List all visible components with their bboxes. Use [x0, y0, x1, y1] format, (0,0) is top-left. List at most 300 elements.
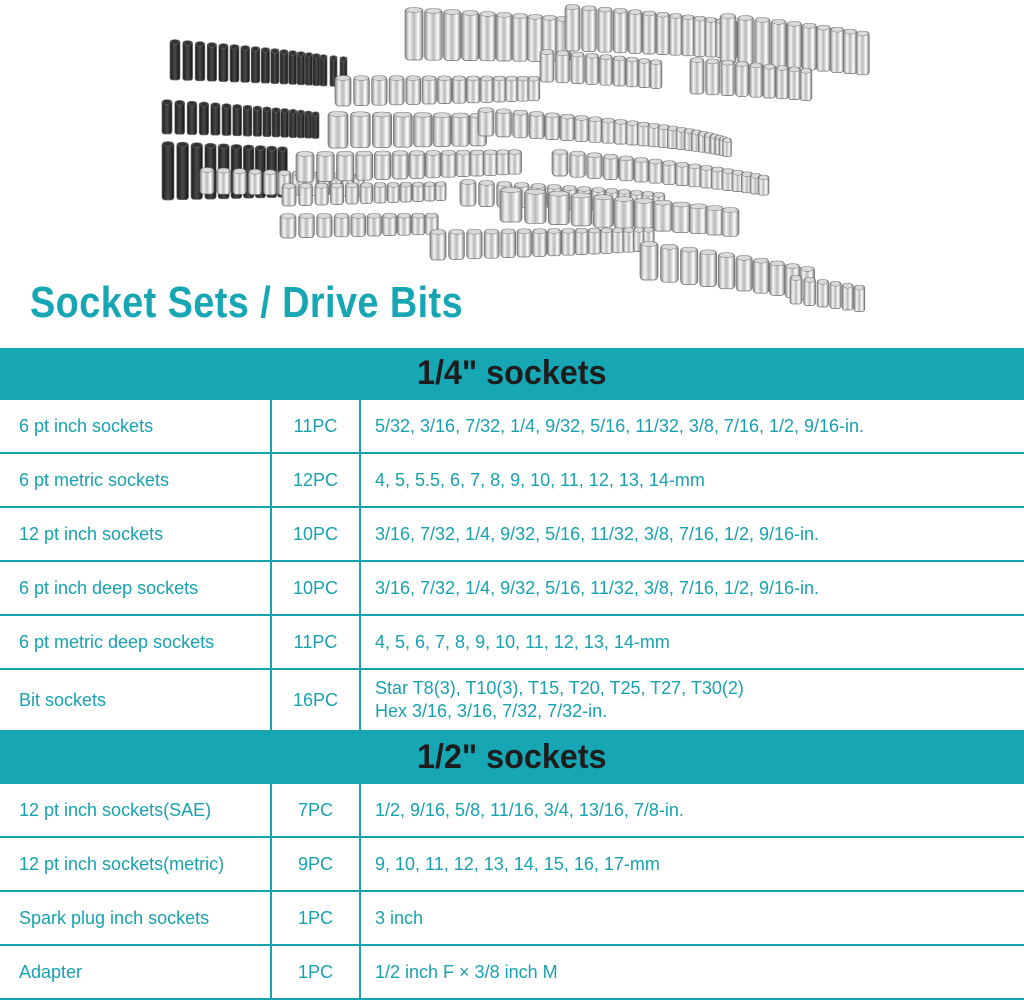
socket-shape	[706, 59, 720, 94]
socket-top	[375, 151, 390, 156]
socket-shape	[661, 245, 679, 282]
socket-top	[670, 14, 681, 19]
row-name: 6 pt inch deep sockets	[0, 561, 271, 615]
socket-top	[184, 41, 192, 46]
socket-top	[413, 213, 424, 218]
socket-top	[801, 68, 811, 73]
socket-top	[468, 76, 479, 81]
row-qty: 12PC	[271, 453, 360, 507]
section-heading: 1/4" sockets	[417, 353, 607, 392]
socket-top	[234, 169, 245, 174]
socket-shape	[656, 13, 669, 55]
socket-top	[651, 60, 661, 65]
table-row	[0, 615, 1024, 669]
socket-top	[468, 229, 481, 234]
socket-top	[707, 206, 723, 211]
table-row	[0, 945, 1024, 999]
socket-top	[461, 180, 475, 185]
socket-shape	[856, 32, 869, 75]
socket-shape	[750, 63, 763, 97]
section-heading: 1/2" sockets	[417, 737, 607, 776]
socket-top	[723, 169, 733, 174]
socket-top	[530, 111, 543, 116]
socket-top	[722, 60, 733, 65]
socket-top	[426, 8, 442, 13]
table-row	[0, 891, 1024, 945]
socket-top	[682, 247, 697, 252]
row-name: 6 pt metric deep sockets	[0, 615, 271, 669]
socket-top	[242, 46, 249, 51]
socket-top	[529, 76, 539, 81]
socket-top	[817, 25, 829, 30]
socket-top	[756, 17, 769, 22]
socket-top	[407, 76, 420, 81]
socket-top	[273, 108, 279, 113]
row-name: Bit sockets	[0, 669, 271, 731]
socket-top	[635, 198, 652, 203]
socket-shape	[548, 192, 569, 225]
socket-shape	[251, 47, 260, 83]
socket-shape	[682, 15, 695, 55]
socket-top	[764, 64, 775, 69]
socket-shape	[219, 44, 228, 82]
socket-top	[383, 213, 395, 218]
socket-top	[701, 165, 712, 170]
socket-top	[373, 76, 386, 81]
socket-top	[306, 53, 311, 58]
row-qty: 16PC	[271, 669, 360, 731]
socket-top	[298, 110, 303, 115]
socket-shape	[540, 50, 554, 82]
socket-shape	[694, 17, 706, 57]
socket-top	[220, 44, 227, 49]
socket-top	[557, 51, 569, 56]
socket-top	[463, 10, 478, 15]
socket-top	[649, 123, 659, 128]
socket-top	[231, 45, 238, 50]
socket-top	[515, 182, 528, 187]
socket-top	[394, 112, 411, 117]
socket-shape	[690, 58, 704, 94]
socket-top	[770, 261, 783, 266]
socket-top	[614, 56, 625, 61]
row-qty: 1PC	[271, 891, 360, 945]
socket-shape	[830, 28, 844, 73]
socket-shape	[788, 67, 800, 99]
row-sizes: 1/2 inch F × 3/8 inch M	[360, 945, 1024, 999]
socket-top	[541, 50, 553, 55]
socket-top	[306, 111, 311, 116]
socket-top	[480, 180, 494, 185]
socket-top	[318, 213, 331, 218]
socket-top	[719, 253, 734, 258]
socket-shape	[328, 112, 348, 148]
socket-shape	[769, 261, 784, 295]
socket-top	[171, 40, 179, 45]
socket-top	[244, 105, 251, 110]
socket-top	[212, 103, 219, 108]
socket-top	[484, 150, 496, 155]
socket-top	[497, 150, 509, 155]
socket-top	[300, 183, 312, 188]
socket-shape	[280, 50, 288, 84]
socket-top	[218, 168, 230, 173]
socket-top	[786, 264, 799, 269]
socket-top	[663, 161, 675, 166]
socket-top	[281, 214, 295, 219]
socket-top	[331, 56, 336, 61]
socket-top	[176, 100, 184, 105]
socket-top	[721, 14, 735, 19]
socket-top	[649, 159, 661, 164]
socket-top	[563, 185, 575, 190]
socket-top	[576, 228, 587, 233]
socket-top	[690, 204, 706, 209]
socket-top	[548, 184, 560, 189]
socket-top	[329, 112, 347, 117]
socket-top	[316, 183, 327, 188]
socket-shape	[271, 49, 279, 84]
socket-shape	[771, 20, 786, 68]
socket-top	[712, 167, 722, 172]
socket-top	[578, 186, 590, 191]
socket-top	[724, 138, 731, 143]
socket-top	[759, 175, 768, 180]
socket-top	[639, 58, 649, 63]
row-qty: 10PC	[271, 507, 360, 561]
socket-top	[518, 76, 528, 81]
socket-top	[434, 113, 450, 118]
socket-top	[707, 59, 719, 64]
socket-top	[423, 76, 435, 81]
socket-shape	[738, 16, 754, 65]
socket-top	[657, 12, 668, 17]
socket-top	[188, 101, 196, 106]
socket-top	[265, 170, 276, 175]
socket-top	[689, 164, 700, 169]
section-header-half-inch	[0, 731, 1024, 783]
socket-top	[641, 242, 657, 247]
socket-top	[513, 13, 527, 18]
socket-top	[502, 229, 515, 234]
socket-top	[264, 107, 270, 112]
socket-top	[843, 283, 852, 288]
socket-top	[398, 213, 410, 218]
socket-top	[803, 23, 815, 28]
socket-top	[163, 142, 173, 147]
socket-top	[777, 66, 787, 71]
socket-top	[196, 42, 204, 47]
socket-top	[373, 112, 390, 117]
socket-shape	[183, 41, 193, 80]
socket-top	[281, 50, 287, 55]
socket-top	[514, 110, 527, 115]
socket-top	[413, 182, 422, 187]
socket-shape	[297, 52, 305, 85]
socket-shape	[351, 112, 371, 147]
row-name: Spark plug inch sockets	[0, 891, 271, 945]
socket-shape	[753, 259, 769, 294]
socket-shape	[718, 253, 735, 289]
socket-top	[290, 51, 296, 56]
socket-shape	[720, 14, 736, 64]
socket-top	[347, 183, 358, 188]
socket-top	[445, 9, 460, 14]
socket-top	[619, 189, 630, 194]
socket-top	[563, 228, 574, 233]
socket-top	[695, 16, 705, 21]
socket-top	[497, 12, 511, 17]
socket-top	[471, 150, 483, 155]
socket-shape	[802, 24, 816, 70]
socket-shape	[261, 48, 269, 83]
socket-illustration	[162, 5, 869, 312]
socket-shape	[816, 26, 830, 71]
socket-top	[662, 244, 678, 249]
socket-shape	[452, 113, 470, 146]
socket-top	[262, 48, 268, 53]
socket-shape	[598, 8, 612, 53]
socket-shape	[565, 5, 580, 51]
socket-top	[831, 27, 843, 32]
row-qty: 11PC	[271, 399, 360, 453]
row-sizes: 3/16, 7/32, 1/4, 9/32, 5/16, 11/32, 3/8, 7/16, 1/2, 9/16-in.	[360, 507, 1024, 561]
socket-top	[615, 119, 626, 124]
socket-top	[644, 227, 653, 232]
table-row	[0, 561, 1024, 615]
socket-shape	[175, 101, 185, 134]
socket-shape	[211, 103, 220, 135]
row-qty: 9PC	[271, 837, 360, 891]
socket-top	[279, 170, 290, 175]
socket-top	[223, 104, 230, 109]
socket-top	[857, 31, 868, 36]
socket-top	[572, 193, 591, 198]
table-row	[0, 453, 1024, 507]
socket-shape	[162, 100, 172, 134]
socket-top	[583, 6, 596, 11]
socket-top	[388, 182, 398, 187]
socket-shape	[496, 13, 512, 61]
socket-top	[436, 182, 445, 187]
page-title: Socket Sets / Drive Bits	[30, 278, 464, 327]
socket-top	[548, 228, 560, 233]
row-sizes: 4, 5, 5.5, 6, 7, 8, 9, 10, 11, 12, 13, 14-mm	[360, 453, 1024, 507]
socket-shape	[705, 18, 717, 57]
table-row	[0, 507, 1024, 561]
socket-shape	[700, 250, 717, 286]
socket-shape	[512, 14, 528, 61]
socket-top	[533, 229, 545, 234]
socket-top	[723, 207, 738, 212]
socket-top	[543, 15, 556, 20]
socket-top	[401, 182, 411, 187]
socket-top	[426, 150, 439, 155]
row-sizes: 9, 10, 11, 12, 13, 14, 15, 16, 17-mm	[360, 837, 1024, 891]
row-qty: 1PC	[271, 945, 360, 999]
socket-shape	[640, 242, 658, 280]
socket-top	[442, 150, 455, 155]
row-sizes: 5/32, 3/16, 7/32, 1/4, 9/32, 5/16, 11/32, 3/8, 7/16, 1/2, 9/16-in.	[360, 399, 1024, 453]
socket-shape	[755, 18, 770, 67]
socket-top	[453, 113, 469, 118]
socket-shape	[462, 11, 479, 61]
table-row	[0, 783, 1024, 837]
socket-top	[361, 183, 372, 188]
socket-top	[603, 118, 614, 123]
row-qty: 11PC	[271, 615, 360, 669]
socket-shape	[405, 8, 423, 60]
socket-top	[631, 190, 641, 195]
socket-shape	[721, 61, 734, 96]
socket-top	[549, 191, 568, 196]
socket-top	[599, 7, 611, 12]
socket-top	[754, 258, 768, 263]
socket-top	[481, 76, 492, 81]
socket-top	[683, 15, 694, 20]
socket-top	[601, 55, 612, 60]
socket-top	[357, 151, 372, 156]
socket-shape	[593, 195, 613, 227]
socket-shape	[800, 69, 812, 101]
socket-top	[845, 29, 856, 34]
row-name: Adapter	[0, 945, 271, 999]
socket-shape	[735, 62, 748, 96]
socket-top	[654, 200, 671, 205]
socket-top	[701, 250, 716, 255]
socket-top	[506, 76, 516, 81]
socket-top	[509, 150, 520, 155]
socket-top	[546, 113, 559, 118]
socket-top	[691, 58, 703, 63]
table-row	[0, 837, 1024, 891]
socket-top	[751, 63, 762, 68]
socket-top	[604, 154, 617, 159]
socket-top	[624, 228, 634, 233]
socket-top	[706, 17, 716, 22]
socket-top	[831, 281, 840, 286]
socket-top	[606, 188, 617, 193]
socket-shape	[787, 22, 802, 69]
socket-shape	[187, 102, 197, 135]
socket-top	[553, 150, 567, 155]
socket-top	[254, 106, 260, 111]
socket-shape	[525, 190, 547, 223]
socket-top	[290, 109, 296, 114]
socket-top	[644, 11, 656, 16]
socket-shape	[207, 43, 216, 81]
socket-top	[627, 121, 638, 126]
row-sizes: 4, 5, 6, 7, 8, 9, 10, 11, 12, 13, 14-mm	[360, 615, 1024, 669]
socket-shape	[305, 53, 312, 85]
socket-top	[272, 49, 278, 54]
socket-top	[232, 144, 241, 149]
socket-shape	[393, 113, 412, 147]
socket-shape	[170, 40, 180, 80]
socket-top	[494, 76, 505, 81]
socket-top	[855, 285, 864, 290]
socket-top	[772, 19, 785, 24]
row-sizes-line2: Hex 3/16, 3/16, 7/32, 7/32-in.	[375, 701, 608, 721]
socket-top	[336, 76, 350, 81]
socket-top	[789, 67, 799, 72]
socket-top	[566, 5, 579, 10]
socket-top	[318, 151, 334, 156]
socket-top	[352, 112, 370, 117]
row-sizes: 3/16, 7/32, 1/4, 9/32, 5/16, 11/32, 3/8, 7/16, 1/2, 9/16-in.	[360, 561, 1024, 615]
socket-top	[450, 229, 464, 234]
socket-top	[818, 279, 828, 284]
socket-top	[415, 112, 431, 117]
socket-top	[677, 162, 688, 167]
socket-top	[268, 146, 276, 151]
socket-top	[192, 143, 202, 148]
socket-top	[355, 76, 369, 81]
row-qty: 10PC	[271, 561, 360, 615]
socket-shape	[763, 65, 776, 98]
socket-top	[526, 189, 546, 194]
row-qty: 7PC	[271, 783, 360, 837]
socket-top	[497, 109, 511, 114]
socket-shape	[571, 193, 592, 225]
socket-shape	[582, 6, 597, 51]
socket-top	[586, 53, 597, 58]
socket-top	[406, 8, 422, 13]
row-sizes: 3 inch	[360, 891, 1024, 945]
socket-top	[673, 202, 689, 207]
section-header-quarter-inch	[0, 348, 1024, 399]
socket-top	[575, 115, 587, 120]
socket-top	[282, 108, 288, 113]
socket-top	[208, 43, 215, 48]
socket-top	[219, 144, 228, 149]
socket-top	[457, 150, 470, 155]
socket-shape	[230, 45, 239, 82]
socket-top	[256, 145, 264, 150]
socket-top	[341, 57, 346, 62]
socket-shape	[414, 113, 432, 147]
socket-top	[589, 228, 600, 233]
socket-top	[654, 192, 664, 197]
row-name: 12 pt inch sockets(SAE)	[0, 783, 271, 837]
socket-shape	[643, 11, 657, 54]
socket-shape	[195, 42, 205, 81]
socket-top	[739, 15, 753, 20]
row-sizes: 1/2, 9/16, 5/8, 11/16, 3/4, 13/16, 7/8-in.	[360, 783, 1024, 837]
socket-top	[561, 114, 573, 119]
socket-top	[588, 153, 601, 158]
socket-top	[390, 76, 403, 81]
socket-shape	[162, 142, 174, 200]
socket-top	[485, 229, 498, 234]
socket-shape	[372, 112, 391, 147]
socket-top	[279, 147, 287, 152]
socket-top	[431, 230, 445, 235]
socket-shape	[479, 12, 496, 61]
socket-top	[453, 76, 465, 81]
row-name: 6 pt inch sockets	[0, 399, 271, 453]
socket-top	[178, 142, 188, 147]
socket-shape	[289, 51, 297, 84]
socket-top	[206, 143, 215, 148]
socket-top	[331, 183, 342, 188]
socket-shape	[681, 248, 698, 285]
socket-top	[297, 152, 313, 157]
socket-top	[393, 151, 407, 156]
socket-top	[601, 228, 611, 233]
table-row	[0, 399, 1024, 453]
socket-top	[518, 229, 530, 234]
